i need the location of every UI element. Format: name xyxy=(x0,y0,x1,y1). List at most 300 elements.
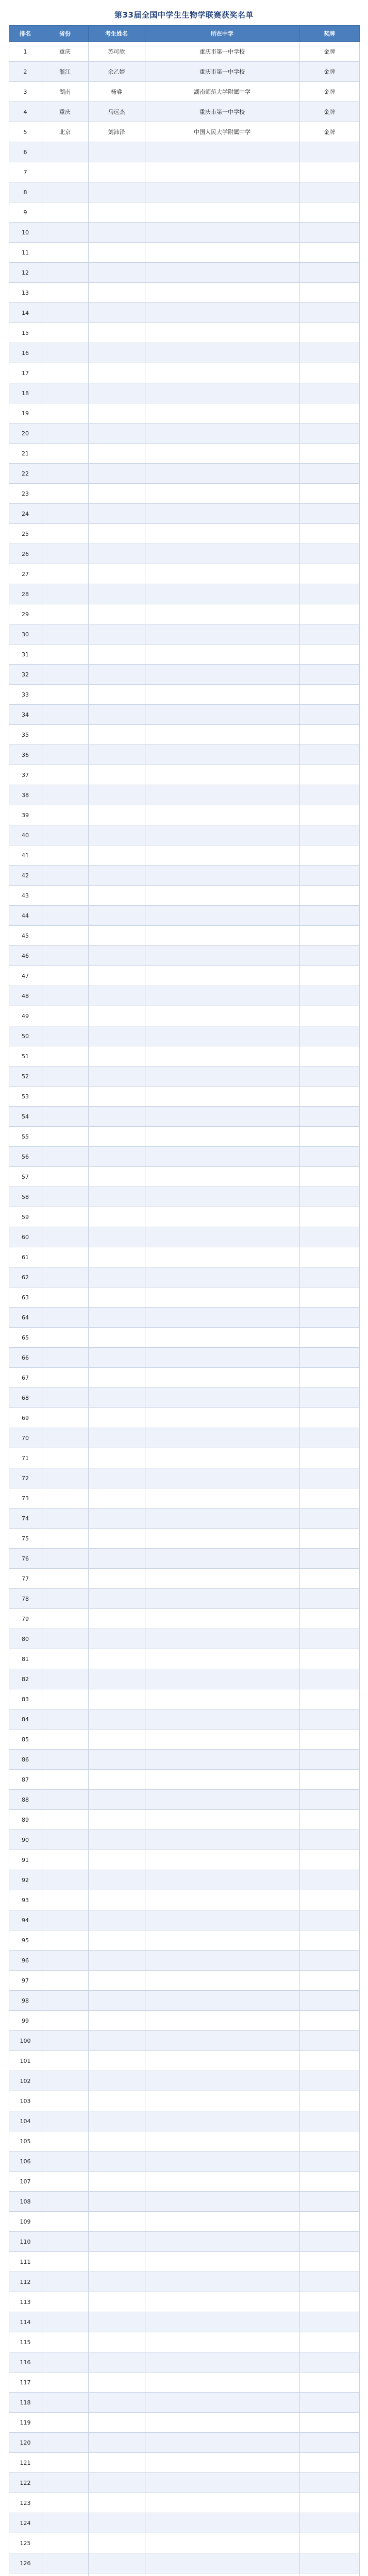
cell-medal xyxy=(299,805,359,825)
table-row xyxy=(9,524,359,544)
cell-name xyxy=(88,1609,145,1629)
cell-medal xyxy=(299,2573,359,2576)
cell-school xyxy=(145,1428,299,1448)
cell-rank: 113 xyxy=(9,2292,42,2312)
cell-rank: 24 xyxy=(9,504,42,524)
table-row xyxy=(9,1850,359,1870)
cell-rank: 68 xyxy=(9,1388,42,1408)
cell-rank: 34 xyxy=(9,705,42,725)
cell-rank: 94 xyxy=(9,1910,42,1930)
cell-name xyxy=(88,825,145,845)
cell-school xyxy=(145,2433,299,2453)
cell-rank: 42 xyxy=(9,866,42,886)
table-row xyxy=(9,2413,359,2433)
cell-province xyxy=(42,825,88,845)
cell-province xyxy=(42,2071,88,2091)
cell-province xyxy=(42,1689,88,1709)
cell-rank: 57 xyxy=(9,1167,42,1187)
cell-province xyxy=(42,1348,88,1368)
cell-rank: 102 xyxy=(9,2071,42,2091)
cell-province xyxy=(42,1167,88,1187)
cell-rank: 119 xyxy=(9,2413,42,2433)
cell-medal xyxy=(299,604,359,624)
cell-medal xyxy=(299,2372,359,2393)
cell-school xyxy=(145,1569,299,1589)
cell-name xyxy=(88,142,145,162)
table-row xyxy=(9,484,359,504)
table-row xyxy=(9,725,359,745)
cell-medal xyxy=(299,2533,359,2553)
cell-rank: 28 xyxy=(9,584,42,604)
table-row xyxy=(9,2573,359,2576)
table-row xyxy=(9,2533,359,2553)
cell-name: 余乙婷 xyxy=(88,62,145,82)
cell-name xyxy=(88,1910,145,1930)
cell-medal xyxy=(299,1308,359,1328)
cell-school xyxy=(145,1287,299,1308)
cell-province xyxy=(42,1770,88,1790)
cell-province xyxy=(42,584,88,604)
table-row xyxy=(9,1830,359,1850)
cell-school xyxy=(145,182,299,202)
cell-rank: 36 xyxy=(9,745,42,765)
cell-school xyxy=(145,946,299,966)
table-row xyxy=(9,2393,359,2413)
cell-province xyxy=(42,1368,88,1388)
cell-rank: 106 xyxy=(9,2151,42,2172)
cell-medal xyxy=(299,2172,359,2192)
cell-rank: 66 xyxy=(9,1348,42,1368)
cell-medal xyxy=(299,464,359,484)
cell-medal xyxy=(299,1388,359,1408)
cell-medal xyxy=(299,785,359,805)
cell-medal xyxy=(299,2393,359,2413)
cell-name xyxy=(88,1147,145,1167)
cell-province xyxy=(42,1830,88,1850)
cell-school xyxy=(145,1468,299,1488)
cell-province xyxy=(42,202,88,223)
table-row xyxy=(9,1649,359,1669)
table-row xyxy=(9,2192,359,2212)
cell-province xyxy=(42,1750,88,1770)
table-row xyxy=(9,142,359,162)
cell-rank: 26 xyxy=(9,544,42,564)
cell-rank: 11 xyxy=(9,243,42,263)
cell-medal xyxy=(299,1709,359,1730)
cell-medal xyxy=(299,2493,359,2513)
cell-school xyxy=(145,2292,299,2312)
cell-rank: 103 xyxy=(9,2091,42,2111)
cell-province xyxy=(42,2312,88,2332)
cell-province xyxy=(42,1991,88,2011)
cell-rank: 3 xyxy=(9,82,42,102)
cell-school xyxy=(145,1770,299,1790)
cell-name xyxy=(88,2071,145,2091)
table-row xyxy=(9,1529,359,1549)
table-row xyxy=(9,866,359,886)
table-row xyxy=(9,1087,359,1107)
cell-school xyxy=(145,2413,299,2433)
cell-school xyxy=(145,1589,299,1609)
cell-medal xyxy=(299,1287,359,1308)
cell-school xyxy=(145,1991,299,2011)
cell-school xyxy=(145,1448,299,1468)
table-row xyxy=(9,1770,359,1790)
cell-school xyxy=(145,1549,299,1569)
cell-province xyxy=(42,2473,88,2493)
table-row xyxy=(9,1066,359,1087)
cell-medal xyxy=(299,2051,359,2071)
cell-name xyxy=(88,1649,145,1669)
cell-school xyxy=(145,845,299,866)
table-row xyxy=(9,1951,359,1971)
cell-province xyxy=(42,1790,88,1810)
table-row xyxy=(9,2111,359,2131)
cell-medal xyxy=(299,1971,359,1991)
table-row xyxy=(9,303,359,323)
cell-province xyxy=(42,1910,88,1930)
cell-name xyxy=(88,2172,145,2192)
cell-province xyxy=(42,886,88,906)
cell-name xyxy=(88,243,145,263)
cell-medal xyxy=(299,1488,359,1509)
cell-medal xyxy=(299,1609,359,1629)
cell-province xyxy=(42,2192,88,2212)
cell-medal xyxy=(299,1026,359,1046)
cell-school xyxy=(145,866,299,886)
cell-rank: 10 xyxy=(9,223,42,243)
table-row xyxy=(9,2151,359,2172)
cell-rank: 67 xyxy=(9,1368,42,1388)
table-row xyxy=(9,2473,359,2493)
cell-province xyxy=(42,2131,88,2151)
cell-school xyxy=(145,2473,299,2493)
cell-province xyxy=(42,2372,88,2393)
cell-province xyxy=(42,1147,88,1167)
cell-rank: 99 xyxy=(9,2011,42,2031)
cell-medal xyxy=(299,1629,359,1649)
cell-province xyxy=(42,323,88,343)
table-row xyxy=(9,403,359,423)
cell-rank: 1 xyxy=(9,42,42,62)
cell-rank: 101 xyxy=(9,2051,42,2071)
cell-school xyxy=(145,1930,299,1951)
cell-medal xyxy=(299,1468,359,1488)
table-row xyxy=(9,1669,359,1689)
table-row xyxy=(9,1890,359,1910)
cell-school xyxy=(145,142,299,162)
cell-medal xyxy=(299,1930,359,1951)
cell-school xyxy=(145,2352,299,2372)
table-row xyxy=(9,2051,359,2071)
cell-rank: 104 xyxy=(9,2111,42,2131)
cell-name xyxy=(88,1107,145,1127)
cell-province xyxy=(42,243,88,263)
cell-school xyxy=(145,464,299,484)
cell-rank: 59 xyxy=(9,1207,42,1227)
table-header xyxy=(9,26,359,42)
table-row xyxy=(9,1368,359,1388)
table-row xyxy=(9,1930,359,1951)
cell-rank: 12 xyxy=(9,263,42,283)
cell-medal xyxy=(299,1368,359,1388)
cell-province xyxy=(42,1488,88,1509)
cell-name xyxy=(88,2272,145,2292)
cell-medal xyxy=(299,966,359,986)
cell-school xyxy=(145,1488,299,1509)
cell-province xyxy=(42,564,88,584)
cell-medal xyxy=(299,926,359,946)
cell-school xyxy=(145,1850,299,1870)
header-row xyxy=(9,26,359,42)
cell-name xyxy=(88,2232,145,2252)
cell-province xyxy=(42,2172,88,2192)
cell-medal xyxy=(299,725,359,745)
cell-name xyxy=(88,2573,145,2576)
cell-medal xyxy=(299,1147,359,1167)
cell-medal xyxy=(299,665,359,685)
cell-name xyxy=(88,1730,145,1750)
cell-rank: 118 xyxy=(9,2393,42,2413)
cell-rank: 54 xyxy=(9,1107,42,1127)
cell-medal: 金牌 xyxy=(299,62,359,82)
cell-name xyxy=(88,1709,145,1730)
cell-medal xyxy=(299,544,359,564)
cell-rank: 64 xyxy=(9,1308,42,1328)
cell-province xyxy=(42,1428,88,1448)
cell-province xyxy=(42,2573,88,2576)
cell-province xyxy=(42,745,88,765)
cell-rank: 29 xyxy=(9,604,42,624)
cell-medal xyxy=(299,2151,359,2172)
cell-rank: 83 xyxy=(9,1689,42,1709)
cell-school: 重庆市第一中学校 xyxy=(145,62,299,82)
cell-name xyxy=(88,2473,145,2493)
cell-province xyxy=(42,1066,88,1087)
cell-rank: 108 xyxy=(9,2192,42,2212)
cell-school xyxy=(145,1046,299,1066)
cell-medal xyxy=(299,1770,359,1790)
cell-name xyxy=(88,2332,145,2352)
cell-province xyxy=(42,2051,88,2071)
cell-school xyxy=(145,1368,299,1388)
cell-school xyxy=(145,343,299,363)
cell-school xyxy=(145,1066,299,1087)
cell-school xyxy=(145,1730,299,1750)
cell-rank: 72 xyxy=(9,1468,42,1488)
cell-province xyxy=(42,423,88,444)
table-row xyxy=(9,1790,359,1810)
cell-name xyxy=(88,1991,145,2011)
cell-province xyxy=(42,845,88,866)
cell-province xyxy=(42,1448,88,1468)
cell-name xyxy=(88,1348,145,1368)
table-row xyxy=(9,1730,359,1750)
cell-medal xyxy=(299,1529,359,1549)
cell-medal xyxy=(299,2071,359,2091)
cell-school xyxy=(145,2533,299,2553)
cell-province: 浙江 xyxy=(42,62,88,82)
cell-school xyxy=(145,1509,299,1529)
cell-school: 重庆市第一中学校 xyxy=(145,42,299,62)
cell-province xyxy=(42,1810,88,1830)
cell-province xyxy=(42,1046,88,1066)
cell-province xyxy=(42,604,88,624)
cell-school xyxy=(145,202,299,223)
cell-medal xyxy=(299,1046,359,1066)
cell-province xyxy=(42,1247,88,1267)
cell-school xyxy=(145,2151,299,2172)
cell-school xyxy=(145,2553,299,2573)
cell-medal xyxy=(299,986,359,1006)
table-row xyxy=(9,1910,359,1930)
cell-medal xyxy=(299,484,359,504)
cell-name xyxy=(88,2051,145,2071)
cell-name xyxy=(88,2393,145,2413)
cell-school xyxy=(145,2332,299,2352)
cell-name xyxy=(88,2453,145,2473)
cell-name xyxy=(88,544,145,564)
cell-name xyxy=(88,1207,145,1227)
cell-medal xyxy=(299,1127,359,1147)
cell-medal xyxy=(299,1910,359,1930)
cell-name xyxy=(88,1006,145,1026)
cell-province xyxy=(42,1709,88,1730)
cell-rank: 89 xyxy=(9,1810,42,1830)
cell-province xyxy=(42,1890,88,1910)
cell-name xyxy=(88,986,145,1006)
cell-school xyxy=(145,162,299,182)
cell-school xyxy=(145,2453,299,2473)
table-row xyxy=(9,986,359,1006)
cell-rank: 62 xyxy=(9,1267,42,1287)
cell-school xyxy=(145,2272,299,2292)
cell-medal xyxy=(299,1569,359,1589)
cell-province xyxy=(42,1006,88,1026)
cell-name xyxy=(88,2011,145,2031)
cell-rank: 81 xyxy=(9,1649,42,1669)
table-row xyxy=(9,1127,359,1147)
table-row xyxy=(9,2272,359,2292)
cell-province xyxy=(42,1951,88,1971)
cell-name xyxy=(88,303,145,323)
cell-province xyxy=(42,1629,88,1649)
cell-medal xyxy=(299,825,359,845)
table-row xyxy=(9,423,359,444)
cell-name xyxy=(88,785,145,805)
cell-medal xyxy=(299,1649,359,1669)
cell-medal xyxy=(299,705,359,725)
cell-medal xyxy=(299,2111,359,2131)
cell-name xyxy=(88,1629,145,1649)
cell-medal xyxy=(299,1509,359,1529)
cell-medal xyxy=(299,2312,359,2332)
cell-school: 中国人民大学附属中学 xyxy=(145,122,299,142)
cell-province xyxy=(42,1267,88,1287)
cell-rank: 52 xyxy=(9,1066,42,1087)
cell-school xyxy=(145,1951,299,1971)
cell-school xyxy=(145,785,299,805)
cell-rank: 126 xyxy=(9,2553,42,2573)
table-row xyxy=(9,2433,359,2453)
cell-province xyxy=(42,946,88,966)
cell-school xyxy=(145,966,299,986)
cell-medal xyxy=(299,423,359,444)
cell-school xyxy=(145,2031,299,2051)
cell-rank: 91 xyxy=(9,1850,42,1870)
cell-province xyxy=(42,2252,88,2272)
cell-medal xyxy=(299,946,359,966)
table-row xyxy=(9,464,359,484)
table-row xyxy=(9,343,359,363)
table-row xyxy=(9,584,359,604)
cell-province xyxy=(42,484,88,504)
cell-medal xyxy=(299,182,359,202)
cell-school xyxy=(145,825,299,845)
cell-rank: 55 xyxy=(9,1127,42,1147)
table-row xyxy=(9,2493,359,2513)
cell-medal xyxy=(299,2011,359,2031)
cell-name xyxy=(88,805,145,825)
cell-medal xyxy=(299,584,359,604)
table-row xyxy=(9,1267,359,1287)
cell-medal xyxy=(299,1830,359,1850)
cell-name xyxy=(88,1227,145,1247)
table-row xyxy=(9,62,359,82)
cell-medal xyxy=(299,1730,359,1750)
cell-province xyxy=(42,343,88,363)
cell-province xyxy=(42,1408,88,1428)
table-row xyxy=(9,825,359,845)
cell-name xyxy=(88,725,145,745)
cell-school xyxy=(145,524,299,544)
cell-name xyxy=(88,1026,145,1046)
col-rank-header: 排名 xyxy=(9,26,42,42)
cell-rank: 43 xyxy=(9,886,42,906)
cell-name xyxy=(88,665,145,685)
cell-province xyxy=(42,1026,88,1046)
cell-name xyxy=(88,1569,145,1589)
cell-school xyxy=(145,584,299,604)
cell-school xyxy=(145,223,299,243)
cell-province xyxy=(42,1649,88,1669)
cell-school xyxy=(145,1147,299,1167)
table-row xyxy=(9,2332,359,2352)
cell-rank: 41 xyxy=(9,845,42,866)
cell-medal xyxy=(299,1669,359,1689)
table-row xyxy=(9,162,359,182)
table-row xyxy=(9,2031,359,2051)
cell-school xyxy=(145,1830,299,1850)
cell-province xyxy=(42,2111,88,2131)
table-row xyxy=(9,1167,359,1187)
cell-name xyxy=(88,966,145,986)
cell-rank: 125 xyxy=(9,2533,42,2553)
cell-province xyxy=(42,1529,88,1549)
cell-school xyxy=(145,1408,299,1428)
table-row xyxy=(9,2553,359,2573)
cell-province xyxy=(42,1087,88,1107)
cell-name xyxy=(88,464,145,484)
cell-province xyxy=(42,2232,88,2252)
cell-name xyxy=(88,1066,145,1087)
table-row xyxy=(9,1448,359,1468)
cell-province xyxy=(42,624,88,645)
table-row xyxy=(9,1971,359,1991)
cell-rank: 23 xyxy=(9,484,42,504)
cell-province xyxy=(42,2332,88,2352)
cell-medal xyxy=(299,1167,359,1187)
